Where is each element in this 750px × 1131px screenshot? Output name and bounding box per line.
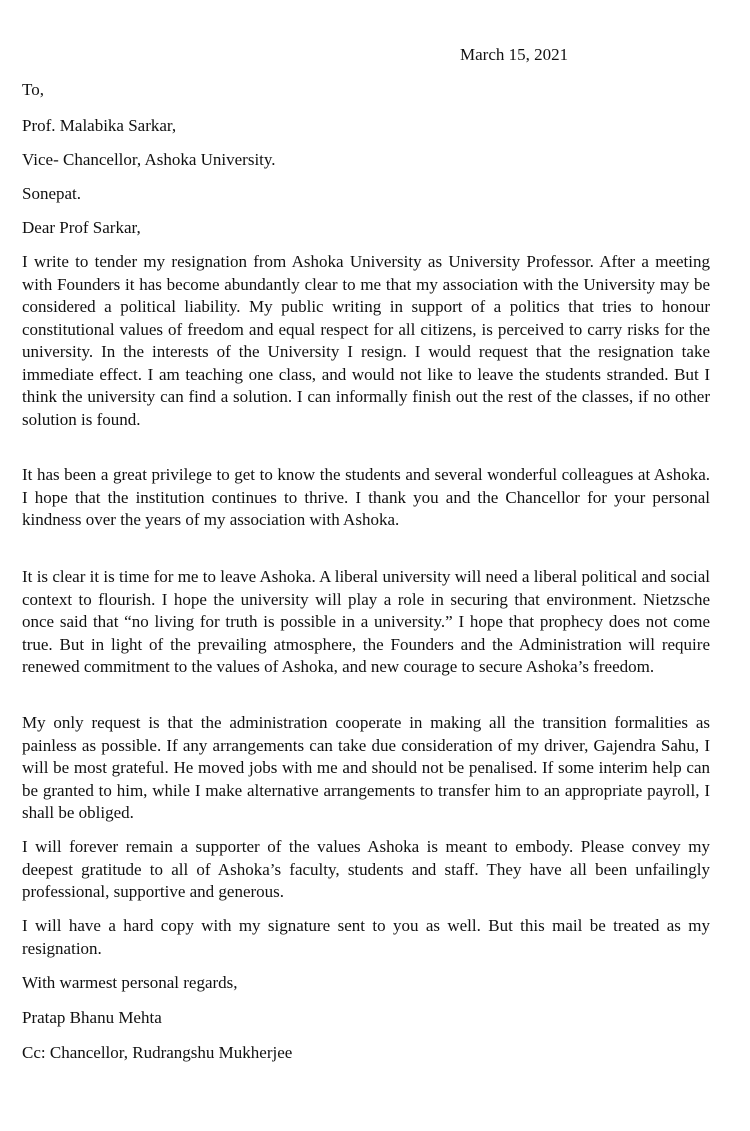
cc-line: Cc: Chancellor, Rudrangshu Mukherjee — [22, 1043, 293, 1062]
paragraph-liberal-university: It is clear it is time for me to leave Ashoka. A liberal university will need a liberal political and social context to flourish. I hope the university will play a role in securing that environment. Nietzsche once said that “no living for truth is possible in a university.” I hope that prophecy does not come true. But in light of the prevailing atmosphere, the Founders and the Administration will require renewed commitment to the values of Ashoka, and new courage to secure Ashoka’s freedom. — [22, 567, 710, 676]
recipient-name: Prof. Malabika Sarkar, — [22, 116, 177, 135]
paragraph-driver-request: My only request is that the administration cooperate in making all the transition formalities as painless as possible. If any arrangements can take due consideration of my driver, Gajendra Sahu, I will be most grateful. He moved jobs with me and should not be penalised. If some interim help can be granted to him, while I make alternative arrangements to transfer him to an appropriate payroll, I shall be obliged. — [22, 713, 710, 822]
paragraph-gratitude: It has been a great privilege to get to know the students and several wonderful colleagues at Ashoka. I hope that the institution continues to thrive. I thank you and the Chancellor for your personal kindness over the years of my association with Ashoka. — [22, 465, 710, 529]
recipient-city: Sonepat. — [22, 184, 82, 203]
letter-date: March 15, 2021 — [460, 45, 569, 64]
salutation-to: To, — [22, 80, 44, 99]
paragraph-resignation: I write to tender my resignation from Ashoka University as University Professor. After a meeting with Founders it has become abundantly clear to me that my association with the University may be considered a political liability. My public writing in support of a politics that tries to honour constitutional values of freedom and equal respect for all citizens, is perceived to carry risks for the university. In the interests of the University I resign. I would request that the resignation take immediate effect. I am teaching one class, and would not like to leave the students stranded. But I think the university can find a solution. I can informally finish out the rest of the classes, if no other solution is found. — [22, 252, 710, 429]
closing: With warmest personal regards, — [22, 973, 238, 992]
signature-name: Pratap Bhanu Mehta — [22, 1008, 162, 1027]
greeting: Dear Prof Sarkar, — [22, 218, 141, 237]
paragraph-supporter: I will forever remain a supporter of the values Ashoka is meant to embody. Please convey my deepest gratitude to all of Ashoka’s faculty, students and staff. They have all been unfailingly professional, supportive and generous. — [22, 837, 710, 901]
recipient-title: Vice- Chancellor, Ashoka University. — [22, 150, 276, 169]
paragraph-hard-copy: I will have a hard copy with my signature sent to you as well. But this mail be treated as my resignation. — [22, 916, 710, 958]
